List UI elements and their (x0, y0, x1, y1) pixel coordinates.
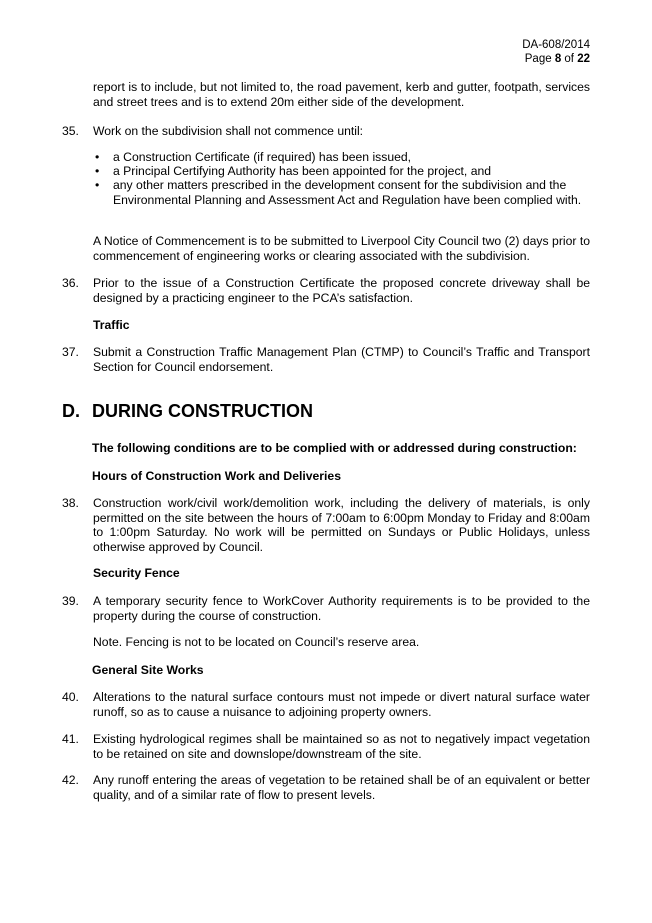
condition-text: Construction work/civil work/demolition work, including the delivery of materials, is only permitted on the site between the hours of 7:00am to 6:00pm Monday to Friday and 8:00am to 1:00pm Saturday. No work will be permitted on Sundays or Public Holidays, unless otherwise approved by Council. (93, 496, 590, 554)
bullet-icon: • (95, 150, 100, 164)
traffic-heading: Traffic (93, 318, 130, 332)
condition-39 (62, 594, 590, 626)
commencement-note: A Notice of Commencement is to be submitted to Liverpool City Council two (2) days prior to commencement of engineering works or clearing associated with the subdivision. (93, 234, 590, 263)
document-reference: DA-608/2014 (522, 39, 590, 51)
condition-number: 39. (62, 594, 79, 608)
condition-36 (62, 276, 590, 308)
condition-text: Any runoff entering the areas of vegetation to be retained shall be of an equivalent or better quality, and of a similar rate of flow to present levels. (93, 773, 590, 802)
condition-number: 36. (62, 276, 79, 290)
bullet-item: • a Construction Certificate (if required) has been issued, (95, 150, 412, 164)
page-number: Page 8 of 22 (524, 53, 590, 65)
condition-number: 37. (62, 345, 79, 359)
condition-text: Alterations to the natural surface contours must not impede or divert natural surface water runoff, so as to cause a nuisance to adjoining property owners. (93, 690, 590, 719)
condition-number: 41. (62, 732, 79, 746)
condition-number: 38. (62, 496, 79, 510)
condition-number: 40. (62, 690, 79, 704)
condition-text: Existing hydrological regimes shall be maintained so as not to negatively impact vegetation to be retained on site and downslope/downstream of the site. (93, 732, 590, 761)
condition-number: 42. (62, 773, 79, 787)
bullet-item: • a Principal Certifying Authority has been appointed for the project, and (95, 164, 492, 178)
fence-note: Note. Fencing is not to be located on Council’s reserve area. (93, 635, 420, 649)
condition-text: Submit a Construction Traffic Management Plan (CTMP) to Council’s Traffic and Transport Section for Council endorsement. (93, 345, 590, 374)
condition-38 (62, 496, 590, 556)
hours-heading: Hours of Construction Work and Deliveries (92, 469, 341, 483)
condition-37 (62, 345, 590, 377)
section-intro: The following conditions are to be complied with or addressed during construction: (92, 441, 577, 455)
condition-number: 35. (62, 124, 79, 138)
condition-40 (62, 690, 590, 722)
page-header (522, 38, 590, 66)
bullet-icon: • (95, 164, 100, 178)
condition-42 (62, 773, 590, 805)
condition-35 (62, 124, 590, 140)
fence-heading: Security Fence (93, 566, 180, 580)
section-heading (62, 401, 313, 421)
bullet-icon: • (95, 178, 100, 192)
section-letter: D. (62, 401, 80, 421)
condition-text: Prior to the issue of a Construction Certificate the proposed concrete driveway shall be designed by a practicing engineer to the PCA’s satisfaction. (93, 276, 590, 305)
condition-text: Work on the subdivision shall not commence until: (93, 124, 364, 138)
bullet-item: • any other matters prescribed in the development consent for the subdivision and the Environmental Planning and Assessment Act and Regulation have been complied with. (95, 178, 582, 207)
site-works-heading: General Site Works (92, 663, 204, 677)
intro-paragraph: report is to include, but not limited to, the road pavement, kerb and gutter, footpath, services and street trees and is to extend 20m either side of the development. (93, 80, 590, 109)
condition-41 (62, 732, 590, 764)
section-title: DURING CONSTRUCTION (92, 401, 313, 421)
condition-text: A temporary security fence to WorkCover Authority requirements is to be provided to the property during the course of construction. (93, 594, 590, 623)
